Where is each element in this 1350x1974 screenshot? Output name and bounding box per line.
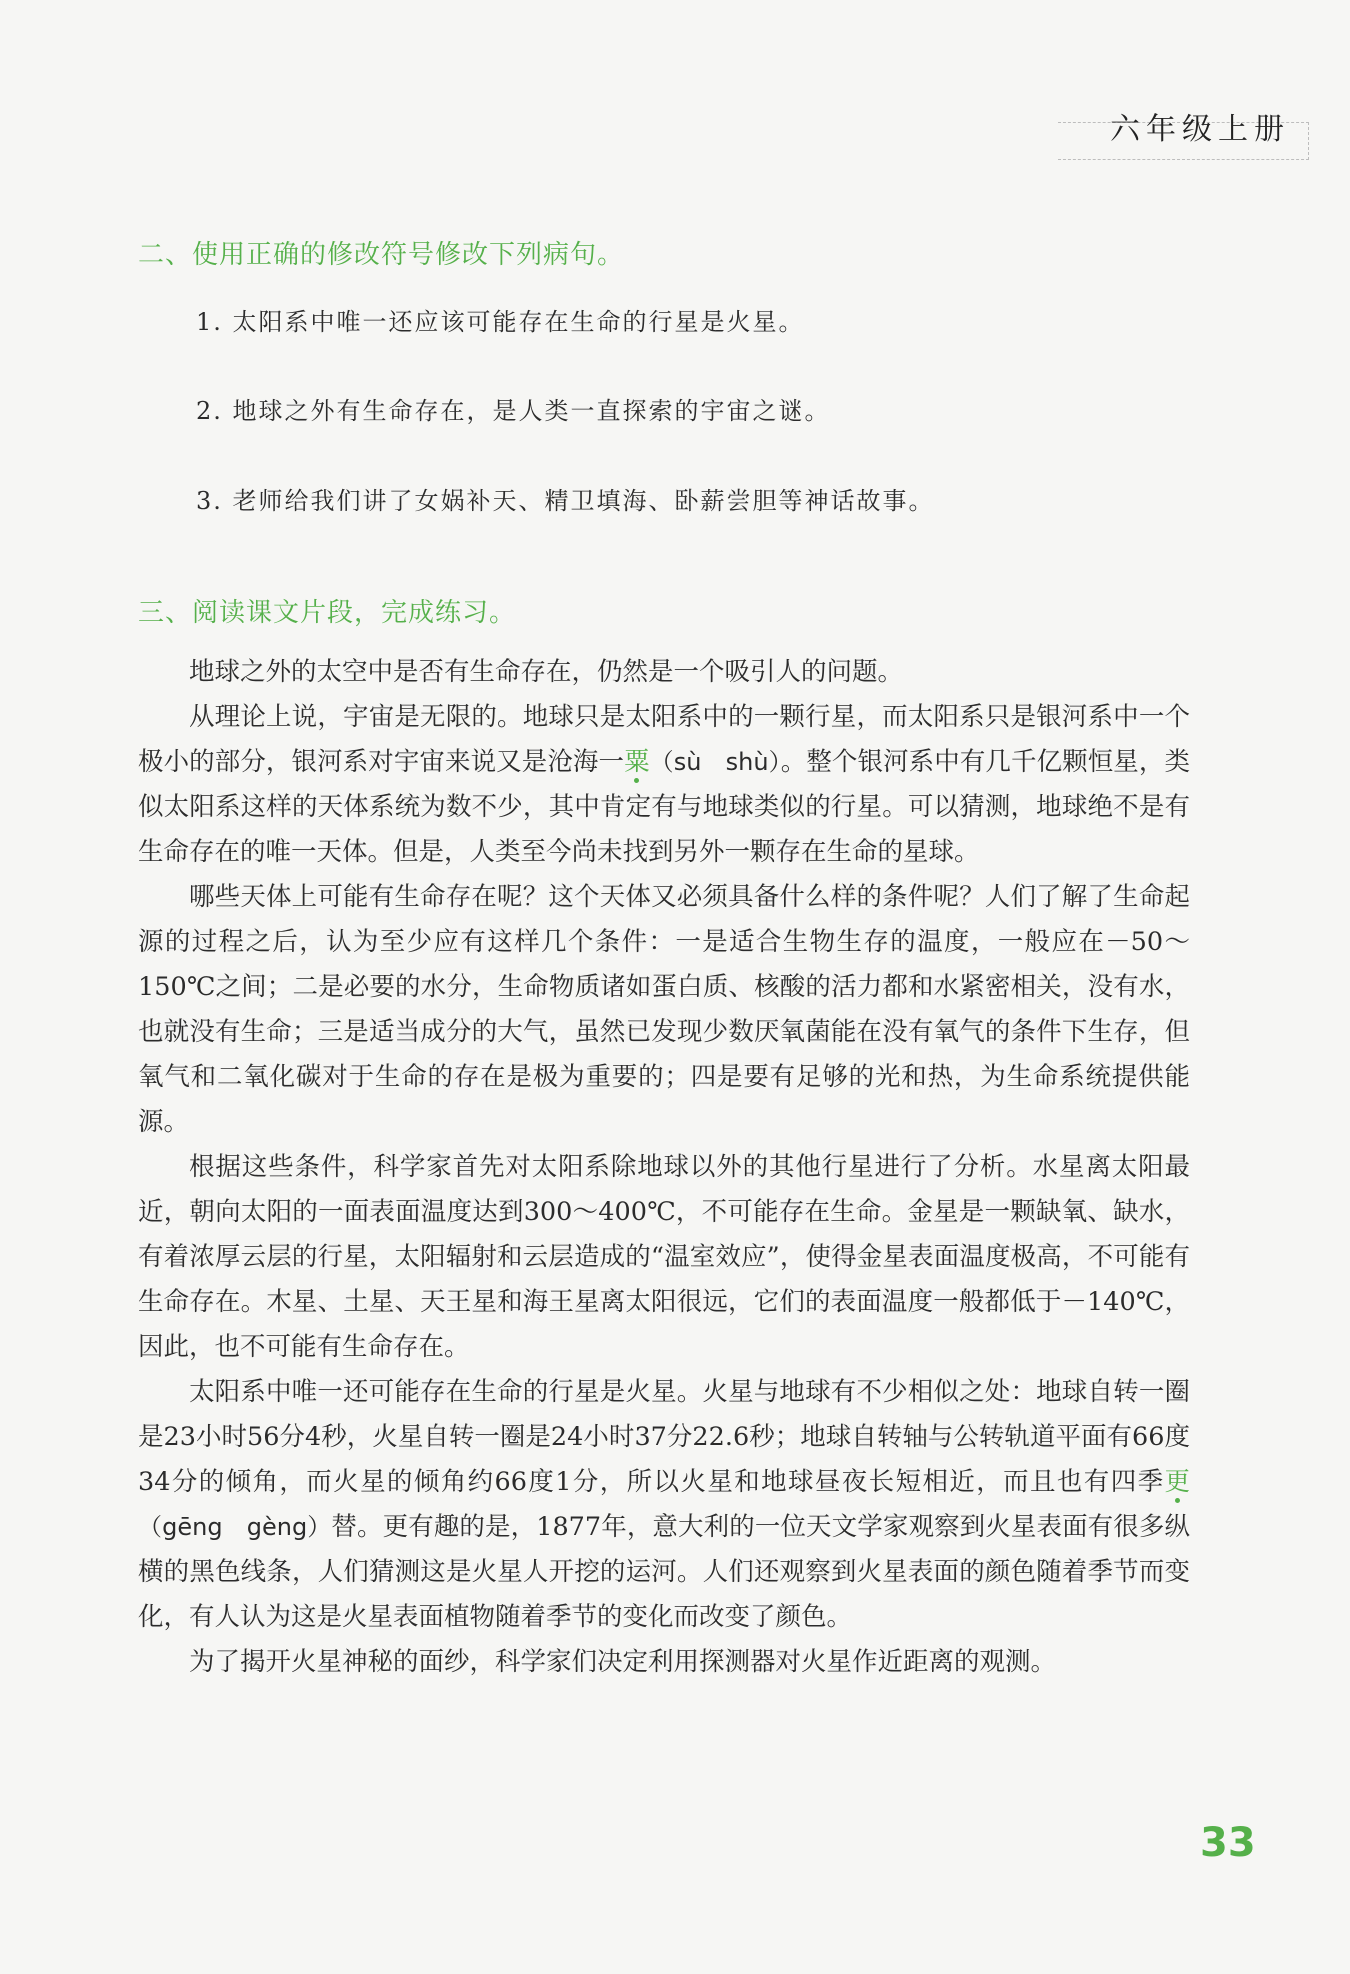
annotated-char-geng: 更: [1164, 1467, 1190, 1497]
paragraph-4: 根据这些条件，科学家首先对太阳系除地球以外的其他行星进行了分析。水星离太阳最近，朝向太阳的一面表面温度达到300～400℃，不可能存在生命。金星是一颗缺氧、缺水，有着浓厚云层的行星，太阳辐射和云层造成的“温室效应”，使得金星表面温度极高，不可能有生命存在。木星、土星、天王星和海王星离太阳很远，它们的表面温度一般都低于－140℃，因此，也不可能有生命存在。: [138, 1152, 1190, 1362]
section3-title: 三、阅读课文片段，完成练习。: [138, 598, 517, 628]
section2-title: 二、使用正确的修改符号修改下列病句。: [138, 240, 625, 270]
paragraph-2-part-b: 。整个银河系中有几千亿颗恒星，类似太阳系这样的天体系统为数不少，其中肯定有与地球类似的行星。可以猜测，地球绝不是有生命存在的唯一天体。但是，人类至今尚未找到另外一颗存在生命的星球。: [138, 747, 1190, 867]
reading-passage: [138, 650, 1190, 1685]
annotated-char-su: 粟: [624, 747, 650, 777]
exercise-item-2: 2. 地球之外有生命存在，是人类一直探索的宇宙之谜。: [196, 397, 831, 425]
pinyin-options-su: （sù shù）: [649, 748, 781, 776]
book-grade-label: 六年级上册: [1110, 112, 1290, 147]
paragraph-5: [138, 1370, 1190, 1640]
exercise-item-3: 3. 老师给我们讲了女娲补天、精卫填海、卧薪尝胆等神话故事。: [196, 487, 935, 515]
paragraph-3: 哪些天体上可能有生命存在呢？这个天体又必须具备什么样的条件呢？人们了解了生命起源的过程之后，认为至少应有这样几个条件：一是适合生物生存的温度，一般应在－50～150℃之间；二是必要的水分，生命物质诸如蛋白质、核酸的活力都和水紧密相关，没有水，也就没有生命；三是适当成分的大气，虽然已发现少数厌氧菌能在没有氧气的条件下生存，但氧气和二氧化碳对于生命的存在是极为重要的；四是要有足够的光和热，为生命系统提供能源。: [138, 882, 1190, 1137]
paragraph-2-part-a: 从理论上说，宇宙是无限的。地球只是太阳系中的一颗行星，而太阳系只是银河系中一个极小的部分，银河系对宇宙来说又是沧海一: [138, 702, 1190, 777]
page-number: 33: [1200, 1820, 1256, 1866]
paragraph-5-part-b: 替。更有趣的是，1877年，意大利的一位天文学家观察到火星表面有很多纵横的黑色线条，人们猜测这是火星人开挖的运河。人们还观察到火星表面的颜色随着季节而变化，有人认为这是火星表面植物随着季节的变化而改变了颜色。: [138, 1512, 1190, 1632]
paragraph-1: 地球之外的太空中是否有生命存在，仍然是一个吸引人的问题。: [189, 657, 904, 687]
pinyin-options-geng: （gēng gèng）: [138, 1513, 332, 1541]
exercise-item-1: 1. 太阳系中唯一还应该可能存在生命的行星是火星。: [196, 308, 805, 336]
paragraph-6: 为了揭开火星神秘的面纱，科学家们决定利用探测器对火星作近距离的观测。: [189, 1647, 1057, 1677]
paragraph-5-part-a: 太阳系中唯一还可能存在生命的行星是火星。火星与地球有不少相似之处：地球自转一圈是23小时56分4秒，火星自转一圈是24小时37分22.6秒；地球自转轴与公转轨道平面有66度34分的倾角，而火星的倾角约66度1分，所以火星和地球昼夜长短相近，而且也有四季: [138, 1377, 1190, 1497]
paragraph-2: [138, 695, 1190, 875]
